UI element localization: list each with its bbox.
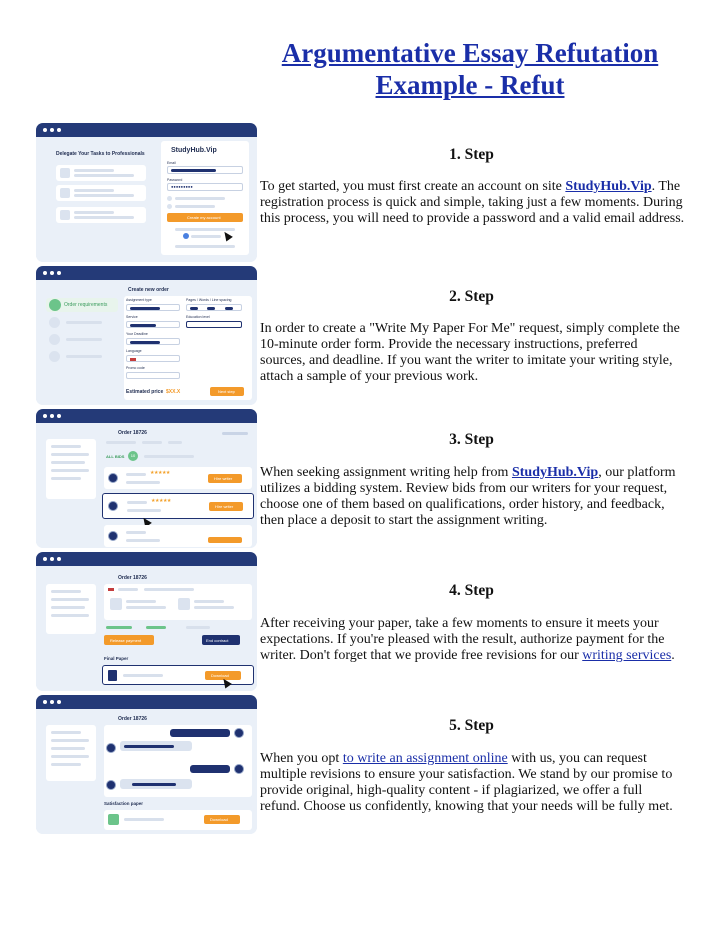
sidebar-panel xyxy=(46,725,96,781)
estimated-price-label: Estimated price xyxy=(126,389,164,395)
screenshot-signup xyxy=(36,123,257,262)
field-label: Pages / Words / Line spacing xyxy=(186,298,232,302)
satisfaction-paper-item[interactable] xyxy=(104,810,252,830)
write-assignment-link[interactable]: to write an assignment online xyxy=(342,751,508,766)
bid-item[interactable] xyxy=(104,525,252,547)
step-5-heading: 5. Step xyxy=(449,717,494,734)
password-field[interactable]: ●●●●●●●●● xyxy=(167,183,243,191)
window-dot xyxy=(57,271,61,275)
satisfaction-paper-label: Satisfaction paper xyxy=(104,801,144,806)
window-dot xyxy=(57,414,61,418)
bid-item[interactable]: ★★★★★ Hire writer xyxy=(104,467,252,489)
studyhub-link[interactable]: StudyHub.Vip xyxy=(565,179,652,194)
pages-input[interactable] xyxy=(186,304,242,311)
document-icon xyxy=(108,670,117,681)
step-1-text xyxy=(260,179,685,227)
window-bar xyxy=(36,695,257,709)
step-3-heading: 3. Step xyxy=(449,431,494,448)
window-dot xyxy=(57,557,61,561)
window-bar xyxy=(36,266,257,280)
field-label: Assignment type xyxy=(126,298,152,302)
screenshot-order-form xyxy=(36,266,257,405)
window-dot xyxy=(50,557,54,561)
title-link[interactable]: Argumentative Essay Refutation Example - Refut xyxy=(281,38,659,100)
card-heading: Create new order xyxy=(128,287,169,293)
card-heading: Order 18726 xyxy=(118,430,147,436)
step-circle xyxy=(49,317,60,328)
message-bubble-incoming xyxy=(120,741,192,751)
step-circle xyxy=(49,351,60,362)
all-bids-label: ALL BIDS xyxy=(106,454,125,459)
download-button[interactable]: Download xyxy=(205,671,241,680)
feature-item xyxy=(56,165,146,181)
step-1-text-end: . The registration process is quick and simple, taking just a few moments. During this process, you will need to provide a password and a valid email address. xyxy=(260,179,685,226)
step-circle xyxy=(49,334,60,345)
step-3-text-start: When seeking assignment writing help from xyxy=(260,465,512,480)
sidebar-panel xyxy=(46,584,96,634)
window-dot xyxy=(50,128,54,132)
step-3-text xyxy=(260,465,685,529)
step-4-text-end: . xyxy=(671,648,675,663)
step-4-text-start: After receiving your paper, take a few moments to ensure it meets your expectations. If you're pleased with the result, authorize payment for the writer. Don't forget that we provide free revisions for our xyxy=(260,616,665,663)
window-bar xyxy=(36,409,257,423)
step-3-text-end: , our platform utilizes a bidding system. Review bids from our writers for your request, choose one of them based on qualifications, order history, and feedback, then place a deposit to start the assignment writing. xyxy=(260,465,676,528)
window-dot xyxy=(43,700,47,704)
message-bubble-outgoing xyxy=(170,729,230,737)
feature-item xyxy=(56,207,146,223)
message-bubble-incoming xyxy=(120,779,192,789)
next-step-button[interactable]: Next step xyxy=(210,387,244,396)
field-label: Language xyxy=(126,349,142,353)
window-dot xyxy=(57,700,61,704)
page-title[interactable] xyxy=(250,37,690,101)
step-1-heading: 1. Step xyxy=(449,146,494,163)
feature-item xyxy=(56,185,146,201)
order-form xyxy=(124,296,252,400)
google-icon[interactable] xyxy=(183,233,189,239)
release-payment-button[interactable]: Release payment xyxy=(104,635,154,645)
step-1-text-start: To get started, you must first create an account on site xyxy=(260,179,566,194)
studyhub-link[interactable]: StudyHub.Vip xyxy=(511,465,599,480)
password-label: Password xyxy=(167,178,183,182)
sidebar-panel xyxy=(46,439,96,499)
writing-services-link[interactable]: writing services xyxy=(582,648,672,663)
email-field[interactable] xyxy=(167,166,243,174)
hire-writer-button[interactable] xyxy=(208,537,242,543)
step-5-text xyxy=(260,751,685,815)
checkbox[interactable] xyxy=(167,204,172,209)
create-account-button[interactable]: Create my account xyxy=(167,213,243,222)
email-label: Email xyxy=(167,161,176,165)
download-button[interactable]: Download xyxy=(204,815,240,824)
step-5-text-start: When you opt xyxy=(260,751,343,766)
assignment-type-select[interactable] xyxy=(126,304,180,311)
card-heading: Delegate Your Tasks to Professionals xyxy=(56,151,145,157)
end-contract-button[interactable]: End contract xyxy=(202,635,240,645)
window-dot xyxy=(43,128,47,132)
document-icon xyxy=(108,814,119,825)
screenshot-payment xyxy=(36,552,257,691)
window-dot xyxy=(50,700,54,704)
step-2-text: In order to create a "Write My Paper For Me" request, simply complete the 10-minute order form. Provide the necessary instructions, preferred sources, and deadline. If you want the writer to imitate your writing style, attach a sample of your previous work. xyxy=(260,321,680,384)
deadline-input[interactable] xyxy=(126,338,180,345)
bids-count: 10 xyxy=(128,451,138,461)
window-dot xyxy=(57,128,61,132)
card-heading: Order 18726 xyxy=(118,575,147,581)
order-details xyxy=(104,584,252,620)
step-4-heading: 4. Step xyxy=(449,582,494,599)
field-label: Promo code xyxy=(126,366,145,370)
bid-item-selected[interactable]: ★★★★★ Hire writer xyxy=(102,493,254,519)
step-5-text-end: with us, you can request multiple revisions to ensure your satisfaction. We stand by our promise to provide original, high-quality content - if plagiarized, we offer a full refund. Choose us confidently, knowing that your needs will be fully met. xyxy=(260,751,673,814)
signup-form xyxy=(161,141,249,255)
order-step-active: Order requirements xyxy=(46,298,118,312)
window-dot xyxy=(50,414,54,418)
estimated-price-value: $XX.X xyxy=(166,389,181,395)
screenshot-revisions xyxy=(36,695,257,834)
final-paper-label: Final Paper xyxy=(104,656,129,661)
message-bubble-outgoing xyxy=(190,765,230,773)
field-label: Your Deadline xyxy=(126,332,148,336)
window-bar xyxy=(36,552,257,566)
hire-writer-button[interactable]: Hire writer xyxy=(208,474,242,483)
service-select[interactable] xyxy=(126,321,180,328)
step-2-heading: 2. Step xyxy=(449,288,494,305)
education-select[interactable] xyxy=(186,321,242,328)
field-label: Education level xyxy=(186,315,210,319)
card-heading: Order 18726 xyxy=(118,716,147,722)
brand-logo: StudyHub.Vip xyxy=(171,147,217,154)
window-dot xyxy=(43,557,47,561)
screenshot-bids xyxy=(36,409,257,548)
chat-panel xyxy=(104,725,252,797)
language-select[interactable] xyxy=(126,355,180,362)
field-label: Service xyxy=(126,315,138,319)
window-bar xyxy=(36,123,257,137)
checkbox[interactable] xyxy=(167,196,172,201)
promo-input[interactable] xyxy=(126,372,180,379)
window-dot xyxy=(50,271,54,275)
step-4-text xyxy=(260,616,685,664)
window-dot xyxy=(43,414,47,418)
window-dot xyxy=(43,271,47,275)
hire-writer-button[interactable]: Hire writer xyxy=(209,502,243,511)
